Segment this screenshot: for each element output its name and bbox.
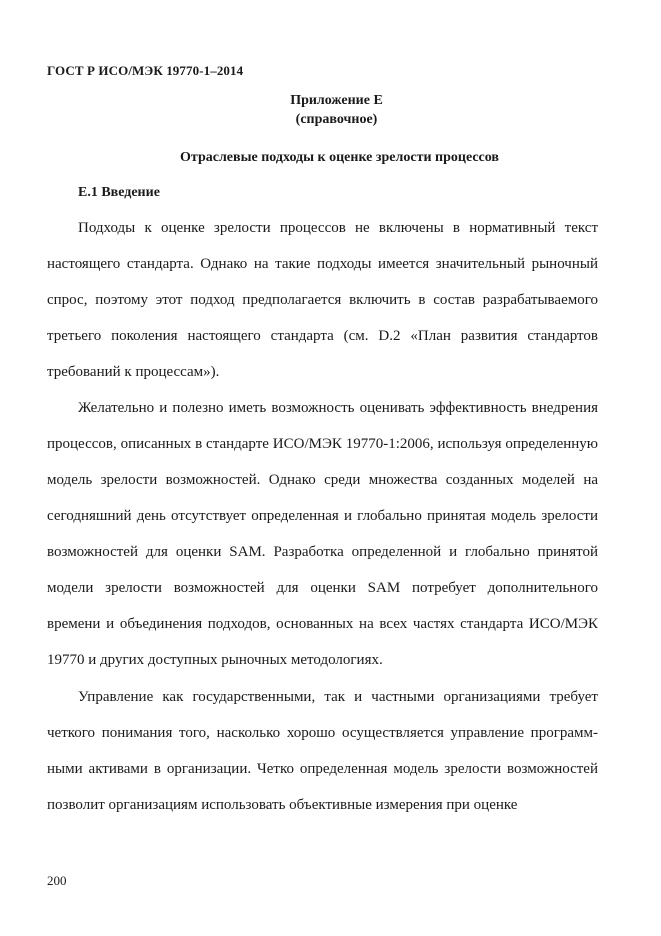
paragraph: Управление как государственными, так и частными организациями требует четкого понимания того, насколько хорошо осуществляется управление программными активами в организации. Четко определенная модель зрелости возможностей позволит организациям использовать объективные измерения при оценке	[47, 689, 598, 813]
appendix-subtitle: (справочное)	[295, 112, 378, 127]
appendix-title: Приложение Е	[290, 93, 383, 108]
section-title: Отраслевые подходы к оценке зрелости процессов	[180, 150, 499, 165]
subsection-title: Е.1 Введение	[78, 185, 160, 200]
page-number: 200	[47, 873, 67, 888]
document-header: ГОСТ Р ИСО/МЭК 19770-1–2014	[47, 63, 244, 78]
paragraph: Желательно и полезно иметь возможность оценивать эффективность внедрения процессов, описанных в стандарте ИСО/МЭК 19770-1:2006, используя определенную модель зрелости возможностей. Однако среди множества созданных моделей на сегодняшний день отсутствует определенная и глобально принятая модель зрелости возможностей для оценки SAM. Разработка определенной и глобально принятой модели зрелости возможностей для оценки SAM потребует дополнительного времени и объединения подходов, основанных на всех частях стандарта ИСО/МЭК 19770 и других доступных рыночных методологиях.	[47, 400, 598, 668]
paragraph: Подходы к оценке зрелости процессов не включены в нормативный текст настоящего стандарта. Однако на такие подходы имеется значительный рыночный спрос, поэтому этот подход предполагается включить в состав разрабатываемого третьего поколения настоящего стандарта (см. D.2 «План развития стандартов требований к процессам»).	[47, 220, 598, 380]
